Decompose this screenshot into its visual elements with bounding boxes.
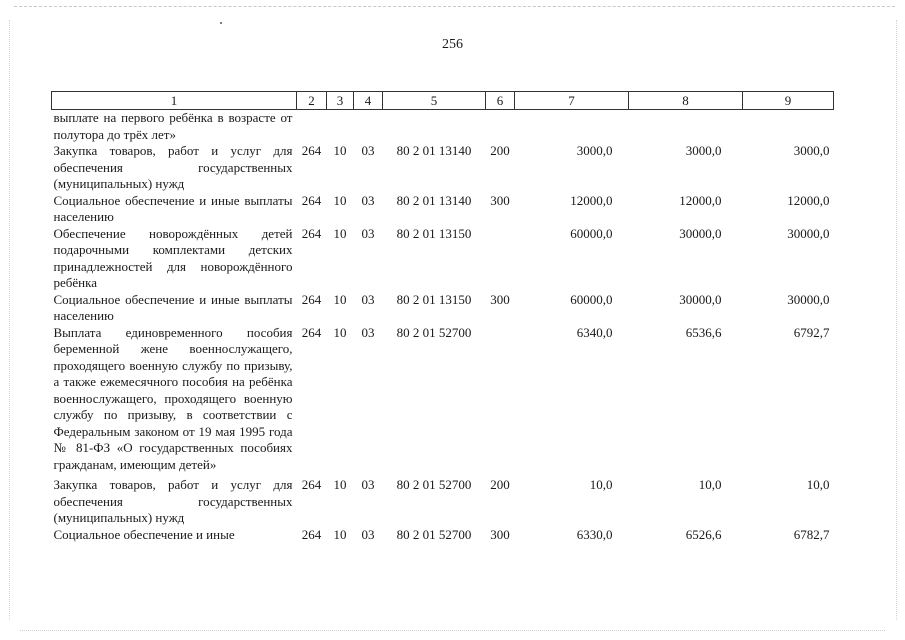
row-value-9: 10,0 [806, 477, 830, 492]
table-row [52, 193, 834, 226]
row-code: 264 [301, 225, 322, 241]
row-subsection [354, 110, 383, 144]
row-target: 80 2 01 52700 [396, 324, 472, 340]
row-section: 10 [333, 324, 347, 340]
row-section: 10 [333, 225, 347, 241]
row-value-9: 12000,0 [787, 192, 830, 208]
header-cell: 9 [743, 92, 834, 110]
row-value-8: 6526,6 [685, 526, 722, 542]
budget-table [51, 91, 834, 543]
header-cell: 6 [486, 92, 515, 110]
row-code: 264 [301, 291, 322, 307]
row-subsection: 03 [361, 192, 375, 208]
table-row [52, 527, 834, 544]
row-value-8: 3000,0 [685, 143, 722, 158]
row-value-7: 60000,0 [570, 291, 613, 307]
row-target: 80 2 01 52700 [396, 477, 472, 492]
row-target [383, 110, 486, 144]
row-name: Обеспечение новорождённых детей подарочными комплектами детских принадлежностей для новорождённого ребёнка [53, 225, 293, 290]
scan-speck [220, 22, 222, 24]
row-value-8: 30000,0 [679, 225, 722, 241]
row-name: выплате на первого ребёнка в возрасте от полутора до трёх лет» [53, 110, 293, 142]
row-value-9 [743, 110, 834, 144]
table-row [52, 110, 834, 144]
row-code [297, 110, 327, 144]
row-value-9: 30000,0 [787, 225, 830, 241]
row-subsection: 03 [361, 477, 375, 492]
row-subsection: 03 [361, 291, 375, 307]
row-type [486, 325, 515, 474]
row-section [327, 110, 354, 144]
table-row [52, 473, 834, 527]
table-row [52, 325, 834, 474]
row-value-9: 6782,7 [793, 526, 830, 542]
row-subsection: 03 [361, 526, 375, 542]
row-code: 264 [301, 526, 322, 542]
row-section: 10 [333, 192, 347, 208]
row-type: 200 [490, 477, 510, 492]
row-name: Социальное обеспечение и иные выплаты населению [53, 291, 293, 323]
row-value-9: 3000,0 [793, 143, 830, 158]
row-value-7: 6330,0 [576, 526, 613, 542]
row-target: 80 2 01 13140 [396, 192, 472, 208]
row-subsection: 03 [361, 225, 375, 241]
table-header-row [52, 92, 834, 110]
row-target: 80 2 01 52700 [396, 526, 472, 542]
row-section: 10 [333, 526, 347, 542]
row-name: Социальное обеспечение и иные выплаты населению [53, 192, 293, 224]
row-value-7: 10,0 [589, 477, 613, 492]
row-type: 300 [490, 192, 510, 208]
row-type: 200 [490, 143, 510, 158]
row-type: 300 [490, 526, 510, 542]
row-name: Выплата единовременного пособия беременной жене военнослужащего, проходящего военную службу по призыву, а также ежемесячного пособия на ребёнка военнослужащего, проходящего военную службу по призыву, в соответствии с Федеральным законом от 19 мая 1995 года № 81-ФЗ «О государственных пособиях гражданам, имеющим детей» [53, 324, 293, 472]
row-section: 10 [333, 143, 347, 158]
row-target: 80 2 01 13150 [396, 291, 472, 307]
scan-edge-right [896, 20, 897, 620]
row-code: 264 [301, 324, 322, 340]
table-row [52, 292, 834, 325]
row-value-8: 10,0 [698, 477, 722, 492]
row-value-8: 12000,0 [679, 192, 722, 208]
row-code: 264 [301, 192, 322, 208]
row-type [486, 110, 515, 144]
header-cell: 4 [354, 92, 383, 110]
scan-edge-left [9, 20, 10, 620]
header-cell: 3 [327, 92, 354, 110]
row-value-8 [629, 110, 743, 144]
row-subsection: 03 [361, 143, 375, 158]
row-value-7: 60000,0 [570, 225, 613, 241]
row-subsection: 03 [361, 324, 375, 340]
header-cell: 5 [383, 92, 486, 110]
row-name: Социальное обеспечение и иные [53, 526, 235, 542]
row-type [486, 226, 515, 292]
header-cell: 8 [629, 92, 743, 110]
row-name: Закупка товаров, работ и услуг для обеспечения государственных (муниципальных) нужд [53, 477, 293, 525]
scan-edge-top [14, 6, 895, 7]
row-target: 80 2 01 13150 [396, 225, 472, 241]
page-number: 256 [442, 37, 463, 52]
row-name: Закупка товаров, работ и услуг для обеспечения государственных (муниципальных) нужд [53, 143, 293, 191]
row-value-7 [515, 110, 629, 144]
table-row [52, 226, 834, 292]
scan-edge-bottom [20, 630, 885, 631]
table-row [52, 143, 834, 193]
header-cell: 7 [515, 92, 629, 110]
row-value-7: 3000,0 [576, 143, 613, 158]
row-target: 80 2 01 13140 [396, 143, 472, 158]
row-value-7: 6340,0 [576, 324, 613, 340]
header-cell: 2 [297, 92, 327, 110]
row-section: 10 [333, 477, 347, 492]
row-code: 264 [301, 477, 322, 492]
row-value-8: 30000,0 [679, 291, 722, 307]
row-value-9: 30000,0 [787, 291, 830, 307]
row-value-8: 6536,6 [685, 324, 722, 340]
row-code: 264 [301, 143, 322, 158]
row-type: 300 [490, 291, 510, 307]
row-value-7: 12000,0 [570, 192, 613, 208]
row-value-9: 6792,7 [793, 324, 830, 340]
row-section: 10 [333, 291, 347, 307]
header-cell: 1 [52, 92, 297, 110]
